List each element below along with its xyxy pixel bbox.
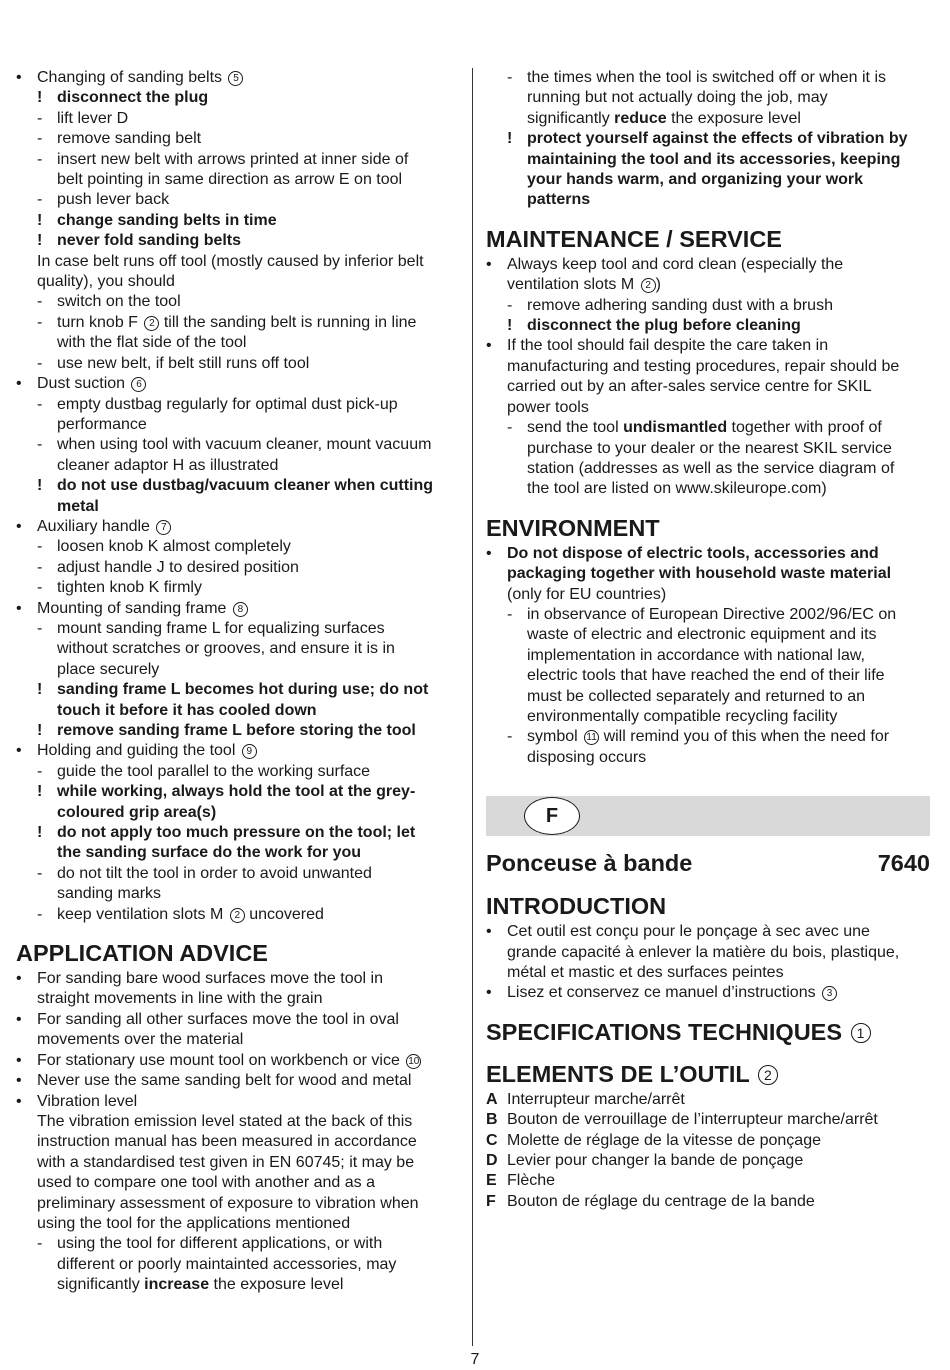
section-heading [16,939,461,967]
text-run: Vibration level [37,1092,138,1110]
text-run: switch on the tool [57,293,181,311]
bullet-item [16,374,461,394]
continuation-line [16,1112,461,1132]
component-letter: E [486,1172,497,1190]
text-run: significantly [527,109,615,127]
continuation-line [16,333,461,353]
continuation-line [486,585,930,605]
text-run: sanding marks [57,885,162,903]
bullet-item [486,922,930,942]
list-marker: • [16,970,22,988]
text-run: waste of electric and electronic equipment and its [527,626,877,644]
bullet-item [16,741,461,761]
warning-item [16,211,461,231]
circled-reference-number: 2 [230,908,245,923]
text-run: together with proof of [727,419,882,437]
text-run: in observance of European Directive 2002/96/EC on [527,605,897,623]
text-run: disposing occurs [527,748,647,766]
warning-item [16,782,461,802]
list-marker: ! [37,211,43,229]
text-run: For sanding all other surfaces move the tool in oval [37,1010,399,1028]
text-run: protect yourself against the effects of vibration by [527,130,908,148]
text-run: adjust handle J to desired position [57,558,299,576]
list-marker: - [37,558,43,576]
list-marker: - [37,864,43,882]
text-run: belt pointing in same direction as arrow E on tool [57,171,403,189]
text-run: ) [655,276,661,294]
text-run: do not tilt the tool in order to avoid unwanted [57,864,372,882]
continuation-line [16,272,461,292]
bullet-item [16,969,461,989]
section-heading-text: INTRODUCTION [486,893,667,920]
dash-item [16,578,461,598]
text-run: push lever back [57,191,170,209]
list-marker: ! [37,824,43,842]
text-run: different or poorly maintainted accessories, may [57,1255,397,1273]
text-run: purchase to your dealer or the nearest SKIL service [527,439,892,457]
text-run: Auxiliary handle [37,517,155,535]
dash-item [16,354,461,374]
continuation-line [16,1132,461,1152]
text-run: tighten knob K firmly [57,579,202,597]
text-run: change sanding belts in time [57,211,277,229]
section-heading-text: SPECIFICATIONS TECHNIQUES [486,1018,849,1045]
text-run: Dust suction [37,375,130,393]
language-section-bar [486,796,930,836]
continuation-line [486,479,930,499]
circled-reference-number: 3 [822,986,837,1001]
section-heading [486,1018,930,1046]
continuation-line [486,275,930,295]
product-title: Ponceuse à bande [486,850,693,877]
text-run: ventilation slots M [507,276,639,294]
warning-item [16,231,461,251]
list-marker: • [486,337,492,355]
text-run: patterns [527,191,591,209]
continuation-line [486,398,930,418]
text-run: disconnect the plug [57,89,209,107]
text-run: remove sanding belt [57,130,202,148]
continuation-line [486,943,930,963]
text-run: loosen knob K almost completely [57,538,291,556]
list-marker: ! [37,681,43,699]
text-run: insert new belt with arrows printed at inner side of [57,150,409,168]
dash-item [16,864,461,884]
list-marker: - [37,191,43,209]
text-run: métal et mastic et des surfaces peintes [507,964,784,981]
bullet-item [16,1051,461,1071]
list-marker: - [507,728,513,746]
text-run: implementation in accordance with national law, [527,646,865,664]
text-run: never fold sanding belts [57,232,242,250]
text-run: reduce [614,109,667,127]
continuation-line [16,639,461,659]
component-letter: A [486,1090,498,1108]
list-marker: - [37,905,43,923]
text-run: till the sanding belt is running in line [159,313,417,331]
text-run: environmentally compatible recycling facility [527,707,838,725]
text-run: empty dustbag regularly for optimal dust pick-up [57,395,398,413]
component-letter: B [486,1111,498,1129]
list-marker: • [16,599,22,617]
text-run: with a standardised test given in EN 60745; it may be [37,1153,415,1171]
continuation-line [16,1030,461,1050]
continuation-line [486,439,930,459]
text-run: the times when the tool is switched off or when it is [527,69,886,86]
section-heading [486,225,930,253]
text-run: The vibration emission level stated at the back of this [37,1112,413,1130]
dash-item [16,109,461,129]
continuation-line [486,963,930,983]
dash-item [16,435,461,455]
continuation-line [486,170,930,190]
right-column [486,68,930,1212]
text-run: power tools [507,398,589,416]
column-divider [472,68,473,1346]
text-run: the tool are listed on www.skileurope.com) [527,480,827,498]
text-run: carried out by an after-sales service centre for SKIL [507,378,872,396]
dash-item [486,296,930,316]
list-marker: ! [37,477,43,495]
dash-item [16,313,461,333]
text-run: significantly [57,1276,145,1294]
continuation-line [486,190,930,210]
text-run: symbol [527,728,583,746]
text-run: preliminary assessment of exposure to vibration when [37,1194,419,1212]
left-column [16,68,461,1296]
list-marker: - [507,69,513,86]
continuation-line [486,625,930,645]
list-marker: • [16,742,22,760]
circled-reference-number: 7 [156,520,171,535]
continuation-line [486,707,930,727]
section-heading [486,892,930,920]
component-letter: D [486,1152,498,1170]
text-run: quality), you should [37,273,175,291]
section-heading [486,514,930,542]
text-run: grande capacité à enlever la matière du bois, plastique, [507,943,900,961]
text-run: used to compare one tool with another and as a [37,1174,375,1192]
text-run: Lisez et conservez ce manuel d’instructions [507,984,821,1002]
language-code-badge: F [524,797,580,835]
section-heading [486,1060,930,1088]
circled-reference-number: 2 [144,316,159,331]
continuation-line [486,377,930,397]
section-heading-text: MAINTENANCE / SERVICE [486,225,782,252]
circled-reference-number: 2 [641,278,656,293]
component-list-item [486,1151,930,1171]
list-marker: - [37,436,43,454]
text-run: Always keep tool and cord clean (especially the [507,255,844,273]
text-run: undismantled [623,419,728,437]
text-run: (only for EU countries) [507,585,667,603]
bullet-item [16,1010,461,1030]
continuation-line [486,109,930,129]
component-list-item [486,1090,930,1110]
dash-item [16,292,461,312]
continuation-line [16,1214,461,1234]
continuation-line [16,497,461,517]
continuation-line [16,170,461,190]
text-run: Molette de réglage de la vitesse de ponçage [507,1131,821,1149]
text-run: the exposure level [666,109,801,127]
list-marker: • [486,255,492,273]
page-number: 7 [470,1351,480,1368]
warning-item [16,680,461,700]
text-run: running but not actually doing the job, may [527,89,828,107]
text-run: the exposure level [209,1276,344,1294]
continuation-line [16,415,461,435]
text-run: Changing of sanding belts [37,69,227,86]
bullet-item [16,517,461,537]
component-list-item [486,1110,930,1130]
text-run: If the tool should fail despite the care taken in [507,337,829,355]
component-list-item [486,1131,930,1151]
text-run: Do not dispose of electric tools, accessories and [507,544,879,562]
list-marker: - [37,313,43,331]
text-run: remove adhering sanding dust with a brush [527,296,833,314]
circled-reference-number: 10 [408,1055,420,1067]
continuation-line [486,357,930,377]
continuation-line [16,1255,461,1275]
list-marker: ! [507,317,513,335]
text-run: turn knob F [57,313,143,331]
list-marker: ! [507,130,513,148]
text-run: Interrupteur marche/arrêt [507,1090,685,1108]
text-run: Flèche [507,1172,556,1190]
text-run: For sanding bare wood surfaces move the tool in [37,970,383,988]
bullet-item [16,68,461,88]
dash-item [486,727,930,747]
list-marker: - [37,150,43,168]
text-run: increase [144,1276,210,1294]
list-marker: • [486,544,492,562]
continuation-line [16,660,461,680]
section-heading-text: ENVIRONMENT [486,514,660,541]
warning-item [16,476,461,496]
list-marker: - [37,579,43,597]
list-marker: - [37,395,43,413]
bullet-item [16,599,461,619]
text-run: instruction manual has been measured in accordance [37,1133,417,1151]
text-run: Bouton de réglage du centrage de la bande [507,1192,815,1210]
continuation-line [16,456,461,476]
continuation-line [16,1194,461,1214]
text-run: will remind you of this when the need for [599,728,890,746]
dash-item [486,418,930,438]
dash-item [16,558,461,578]
dash-item [16,190,461,210]
continuation-line [486,748,930,768]
text-run: remove sanding frame L before storing the tool [57,722,416,739]
list-marker: - [507,296,513,314]
text-run: while working, always hold the tool at the grey- [57,783,416,801]
list-marker: - [37,109,43,127]
continuation-line [486,666,930,686]
list-marker: - [37,354,43,372]
text-run: keep ventilation slots M [57,905,228,923]
circled-reference-number: 11 [584,730,599,745]
text-run: Never use the same sanding belt for wood and metal [37,1072,412,1090]
text-run: must be collected separately and returned to an [527,687,865,705]
text-run: packaging together with household waste material [507,565,892,583]
dash-item [16,395,461,415]
text-run: Cet outil est conçu pour le ponçage à sec avec une [507,923,870,941]
continuation-line [16,989,461,1009]
list-marker: - [507,605,513,623]
warning-item [486,129,930,149]
continuation-line [16,884,461,904]
list-marker: • [486,984,492,1002]
bullet-item [16,1092,461,1112]
text-run: send the tool [527,419,624,437]
list-marker: • [486,923,492,941]
continuation-line [486,150,930,170]
continuation-line [16,803,461,823]
text-run: electric tools that have reached the end of their life [527,667,885,685]
warning-item [16,721,461,741]
text-run: place securely [57,660,160,678]
text-run: coloured grip area(s) [57,803,217,821]
dash-item [486,605,930,625]
text-run: guide the tool parallel to the working surface [57,762,371,780]
dash-item [486,68,930,88]
component-letter: C [486,1131,498,1149]
continuation-line [486,564,930,584]
circled-reference-number: 5 [228,71,243,86]
text-run: without scratches or grooves, and ensure it is in [57,640,395,658]
bullet-item [486,255,930,275]
product-title-row [486,848,930,878]
list-marker: - [37,293,43,311]
text-run: movements over the material [37,1031,244,1049]
continuation-line [16,843,461,863]
text-run: touch it before it has cooled down [57,701,317,719]
list-marker: • [16,1051,22,1069]
text-run: use new belt, if belt still runs off tool [57,354,310,372]
continuation-line [486,646,930,666]
list-marker: - [37,1235,43,1253]
text-run: sanding frame L becomes hot during use; do not [57,681,429,699]
warning-item [16,88,461,108]
text-run: For stationary use mount tool on workbench or vice [37,1051,405,1069]
text-run: In case belt runs off tool (mostly caused by inferior belt [37,252,424,270]
list-marker: • [16,375,22,393]
product-model-number: 7640 [877,850,930,877]
continuation-line [486,88,930,108]
list-marker: ! [37,89,43,107]
bullet-item [486,983,930,1003]
text-run: Bouton de verrouillage de l’interrupteur marche/arrêt [507,1111,878,1129]
list-marker: • [16,69,22,86]
list-marker: - [37,538,43,556]
text-run: mount sanding frame L for equalizing surfaces [57,619,385,637]
text-run: straight movements in line with the grain [37,990,323,1008]
list-marker: ! [37,783,43,801]
text-run: cleaner adaptor H as illustrated [57,456,279,474]
text-run: when using tool with vacuum cleaner, mount vacuum [57,436,432,454]
text-run: maintaining the tool and its accessories, keeping [527,150,901,168]
list-marker: - [37,619,43,637]
component-list-item [486,1171,930,1191]
warning-item [486,316,930,336]
component-list-item [486,1192,930,1212]
text-run: Holding and guiding the tool [37,742,240,760]
text-run: metal [57,497,99,515]
text-run: lift lever D [57,109,129,127]
section-heading-text: APPLICATION ADVICE [16,940,268,967]
warning-item [16,823,461,843]
continuation-line [16,1173,461,1193]
text-run: Levier pour changer la bande de ponçage [507,1152,804,1170]
text-run: do not use dustbag/vacuum cleaner when cutting [57,477,434,495]
text-run: disconnect the plug before cleaning [527,317,801,335]
bullet-item [16,1071,461,1091]
component-letter: F [486,1192,496,1210]
dash-item [16,619,461,639]
dash-item [16,905,461,925]
text-run: your hands warm, and organizing your work [527,171,864,189]
list-marker: ! [37,232,43,250]
list-marker: • [16,1072,22,1090]
dash-item [16,129,461,149]
dash-item [16,150,461,170]
dash-item [16,537,461,557]
circled-reference-number: 9 [242,744,257,759]
section-heading-text: ELEMENTS DE L’OUTIL [486,1060,756,1087]
text-run: using the tool for different applications, or with [57,1235,383,1253]
list-marker: - [37,762,43,780]
text-run: with the flat side of the tool [57,334,247,352]
list-marker: • [16,1010,22,1028]
text-run: the sanding surface do the work for you [57,844,362,862]
circled-reference-number: 1 [851,1023,871,1043]
list-marker: • [16,517,22,535]
circled-reference-number: 6 [131,377,146,392]
text-run: station (addresses as well as the service diagram of [527,459,895,477]
text-run: using the tool for the applications mentioned [37,1214,351,1232]
continuation-line [16,701,461,721]
continuation-line [16,1275,461,1295]
list-marker: - [37,130,43,148]
circled-reference-number: 8 [233,602,248,617]
continuation-line [16,252,461,272]
text-run: do not apply too much pressure on the tool; let [57,824,416,842]
dash-item [16,762,461,782]
dash-item [16,1234,461,1254]
continuation-line [486,687,930,707]
bullet-item [486,544,930,564]
text-run: Mounting of sanding frame [37,599,231,617]
list-marker: ! [37,722,43,739]
list-marker: • [16,1092,22,1110]
bullet-item [486,336,930,356]
continuation-line [486,459,930,479]
text-run: manufacturing and testing procedures, repair should be [507,357,900,375]
circled-reference-number: 2 [758,1065,778,1085]
list-marker: - [507,419,513,437]
text-run: performance [57,415,147,433]
continuation-line [16,1153,461,1173]
text-run: uncovered [244,905,324,923]
